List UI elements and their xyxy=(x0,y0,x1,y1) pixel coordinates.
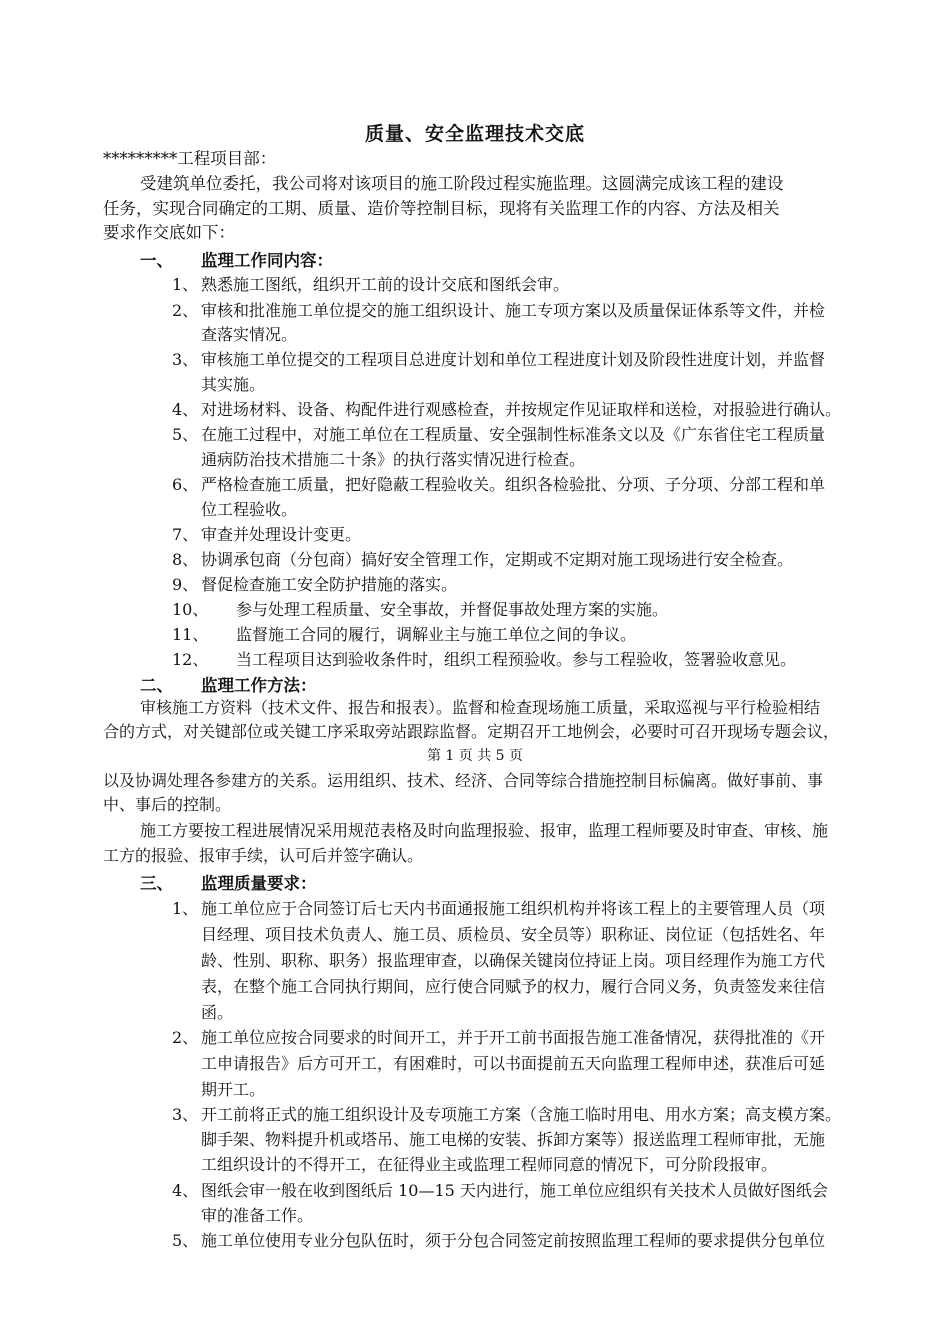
s3-item-5-number: 5、 xyxy=(172,1231,199,1250)
intro-line-3: 要求作交底如下： xyxy=(103,223,235,242)
addressee: *********工程项目部： xyxy=(103,149,277,168)
s1-item-6-number: 6、 xyxy=(172,475,199,494)
s1-item-5-number: 5、 xyxy=(172,425,199,444)
s1-item-1-text: 熟悉施工图纸，组织开工前的设计交底和图纸会审。 xyxy=(201,275,570,294)
s1-item-9-number: 9、 xyxy=(172,575,199,594)
s1-item-2-text: 审核和批准施工单位提交的施工组织设计、施工专项方案以及质量保证体系等文件，并检 xyxy=(201,301,826,320)
section2-heading: 监理工作方法： xyxy=(201,676,317,695)
s1-item-7-number: 7、 xyxy=(172,525,199,544)
s1-item-7-text: 审查并处理设计变更。 xyxy=(201,525,362,544)
document-title: 质量、安全监理技术交底 xyxy=(364,123,585,145)
s1-item-5-text-cont: 通病防治技术措施二十条》的执行落实情况进行检查。 xyxy=(201,450,586,469)
s3-item-4-line-2: 审的准备工作。 xyxy=(201,1206,314,1225)
s1-item-3-number: 3、 xyxy=(172,350,199,369)
s1-item-11-text: 监督施工合同的履行，调解业主与施工单位之间的争议。 xyxy=(236,625,637,644)
s3-item-1-line-2: 目经理、项目技术负责人、施工员、质检员、安全员等）职称证、岗位证（包括姓名、年 xyxy=(201,925,826,944)
s3-item-2-line-1: 施工单位应按合同要求的时间开工，并于开工前书面报告施工准备情况，获得批准的《开 xyxy=(201,1028,826,1047)
s1-item-11-number: 11、 xyxy=(172,625,209,644)
intro-line-2: 任务，实现合同确定的工期、质量、造价等控制目标，现将有关监理工作的内容、方法及相关 xyxy=(103,199,780,218)
s3-item-3-line-1: 开工前将正式的施工组织设计及专项施工方案（含施工临时用电、用水方案；高支模方案。 xyxy=(201,1105,842,1124)
s3-item-2-line-3: 期开工。 xyxy=(201,1080,266,1099)
s3-item-1-number: 1、 xyxy=(172,899,199,918)
section3-heading: 监理质量要求： xyxy=(201,874,317,893)
s1-item-5-text: 在施工过程中，对施工单位在工程质量、安全强制性标准条文以及《广东省住宅工程质量 xyxy=(201,425,826,444)
s1-item-8-number: 8、 xyxy=(172,550,199,569)
s3-item-2-number: 2、 xyxy=(172,1028,199,1047)
section1-number: 一、 xyxy=(140,251,173,270)
s3-item-2-line-2: 工申请报告》后方可开工，有困难时，可以书面提前五天向监理工程师申述，获准后可延 xyxy=(201,1054,826,1073)
s3-item-1-line-4: 表，在整个施工合同执行期间，应行使合同赋予的权力，履行合同义务，负责签发来往信 xyxy=(201,977,826,996)
s2-para1-line-2: 合的方式，对关键部位或关键工序采取旁站跟踪监督。定期召开工地例会，必要时可召开现场专题会议， xyxy=(103,722,840,741)
s3-item-1-line-1: 施工单位应于合同签订后七天内书面通报施工组织机构并将该工程上的主要管理人员（项 xyxy=(201,899,826,918)
s1-item-8-text: 协调承包商（分包商）搞好安全管理工作，定期或不定期对施工现场进行安全检查。 xyxy=(201,550,794,569)
s3-item-4-number: 4、 xyxy=(172,1181,199,1200)
s3-item-5-line-1: 施工单位使用专业分包队伍时，须于分包合同签定前按照监理工程师的要求提供分包单位 xyxy=(201,1231,826,1250)
s1-item-3-text: 审核施工单位提交的工程项目总进度计划和单位工程进度计划及阶段性进度计划，并监督 xyxy=(201,350,826,369)
s1-item-2-text-cont: 查落实情况。 xyxy=(201,325,298,344)
s1-item-6-text: 严格检查施工质量，把好隐蔽工程验收关。组织各检验批、分项、子分项、分部工程和单 xyxy=(201,475,826,494)
section3-number: 三、 xyxy=(140,874,173,893)
s1-item-9-text: 督促检查施工安全防护措施的落实。 xyxy=(201,575,458,594)
s1-item-4-number: 4、 xyxy=(172,400,199,419)
s1-item-3-text-cont: 其实施。 xyxy=(201,375,266,394)
s1-item-1-number: 1、 xyxy=(172,275,199,294)
section1-heading: 监理工作同内容： xyxy=(201,251,333,270)
s1-item-4-text: 对进场材料、设备、构配件进行观感检查，并按规定作见证取样和送检，对报验进行确认。 xyxy=(201,400,842,419)
s3-item-1-line-3: 龄、性别、职称、职务）报监理审查，以确保关键岗位持证上岗。项目经理作为施工方代 xyxy=(201,951,826,970)
section2-number: 二、 xyxy=(140,676,173,695)
s2-para1-line-4: 中、事后的控制。 xyxy=(103,795,232,814)
s2-para1-line-3: 以及协调处理各参建方的关系。运用组织、技术、经济、合同等综合措施控制目标偏离。做好事前、事 xyxy=(103,771,824,790)
s3-item-3-line-2: 脚手架、物料提升机或塔吊、施工电梯的安装、拆卸方案等）报送监理工程师审批，无施 xyxy=(201,1130,826,1149)
s3-item-1-line-5: 函。 xyxy=(201,1003,234,1022)
s1-item-10-text: 参与处理工程质量、安全事故，并督促事故处理方案的实施。 xyxy=(236,600,669,619)
s2-para2-line-1: 施工方要按工程进展情况采用规范表格及时向监理报验、报审，监理工程师要及时审查、审核、施 xyxy=(140,821,829,840)
s3-item-4-line-1: 图纸会审一般在收到图纸后 10—15 天内进行，施工单位应组织有关技术人员做好图纸会 xyxy=(201,1181,828,1200)
s1-item-10-number: 10、 xyxy=(172,600,209,619)
s1-item-6-text-cont: 位工程验收。 xyxy=(201,500,298,519)
page-footer: 第 1 页 共 5 页 xyxy=(426,748,524,764)
intro-line-1: 受建筑单位委托，我公司将对该项目的施工阶段过程实施监理。这圆满完成该工程的建设 xyxy=(140,174,784,193)
s1-item-12-number: 12、 xyxy=(172,650,209,669)
s1-item-12-text: 当工程项目达到验收条件时，组织工程预验收。参与工程验收，签署验收意见。 xyxy=(236,650,797,669)
s2-para1-line-1: 审核施工方资料（技术文件、报告和报表）。监督和检查现场施工质量，采取巡视与平行检验相结 xyxy=(140,698,821,717)
s3-item-3-number: 3、 xyxy=(172,1105,199,1124)
s3-item-3-line-3: 工组织设计的不得开工，在征得业主或监理工程师同意的情况下，可分阶段报审。 xyxy=(201,1155,778,1174)
s2-para2-line-2: 工方的报验、报审手续，认可后并签字确认。 xyxy=(103,846,424,865)
s1-item-2-number: 2、 xyxy=(172,301,199,320)
